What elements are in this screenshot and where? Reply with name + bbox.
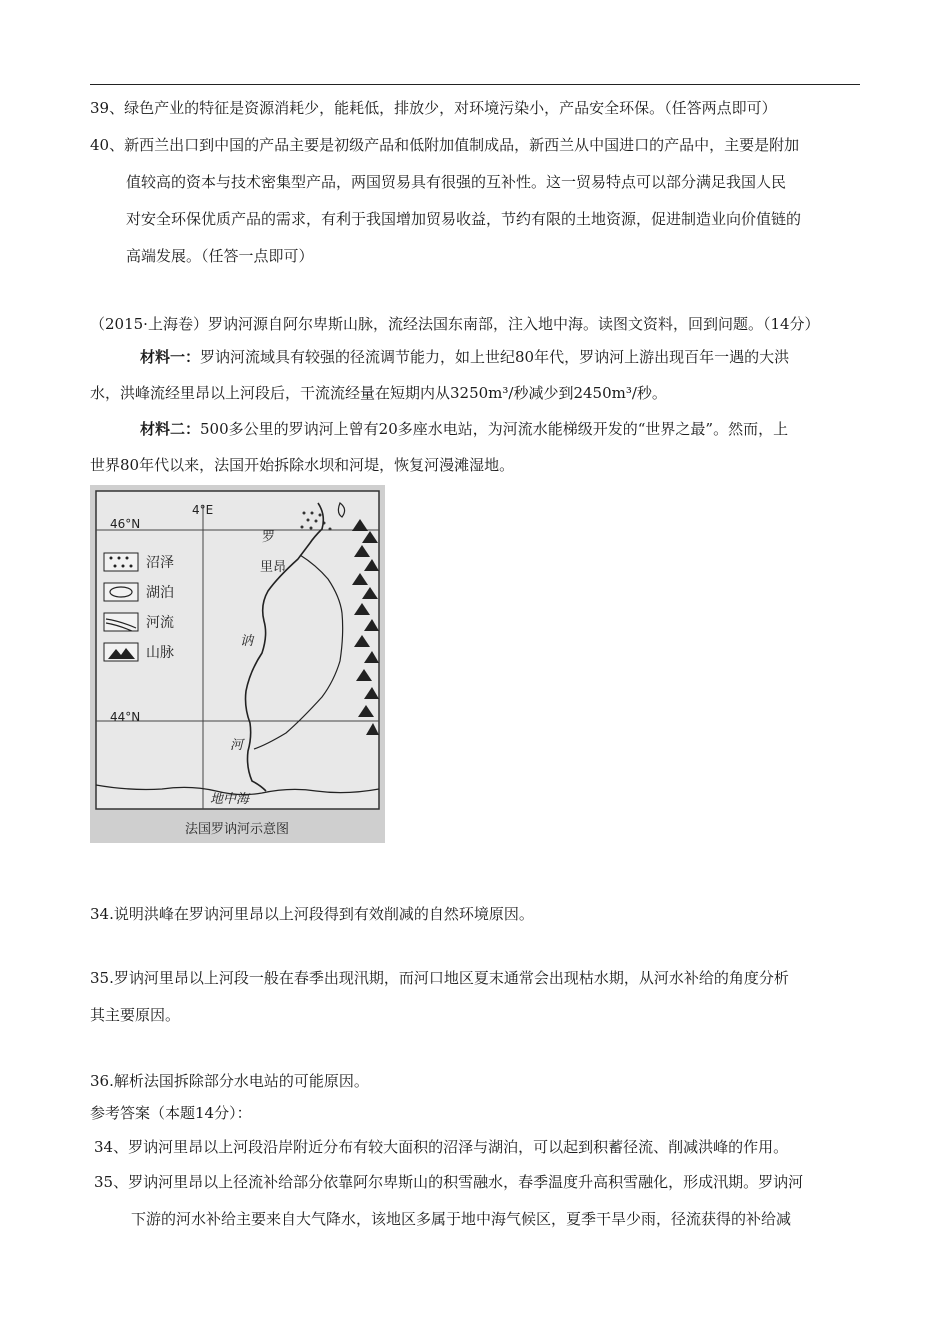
material-1-label: 材料一：: [140, 348, 201, 366]
question-35-line-1: 35.罗讷河里昂以上河段一般在春季出现汛期，而河口地区夏末通常会出现枯水期，从河水补给的角度分析: [90, 969, 789, 987]
question-intro: （2015·上海卷）罗讷河源自阿尔卑斯山脉，流经法国东南部，注入地中海。读图文资料，回到问题。（14分）: [90, 315, 820, 333]
question-35-line-2: 其主要原因。: [90, 1006, 181, 1024]
answers-heading: 参考答案（本题14分）：: [90, 1104, 252, 1122]
river-legend-icon: [104, 613, 138, 631]
question-36: 36.解析法国拆除部分水电站的可能原因。: [90, 1072, 369, 1090]
lat-label-bottom: 44°N: [110, 710, 141, 724]
material-1-line-1: [140, 347, 789, 367]
material-1-text: 罗讷河流域具有较强的径流调节能力，如上世纪80年代，罗讷河上游出现百年一遇的大洪: [200, 348, 790, 366]
answer-35-line-1: 35、罗讷河里昂以上径流补给部分依靠阿尔卑斯山的积雪融水，春季温度升高积雪融化，形成汛期。罗讷河: [94, 1173, 804, 1191]
label-ne: 讷: [240, 634, 254, 649]
answer-40-line-1: 40、新西兰出口到中国的产品主要是初级产品和低附加值制成品，新西兰从中国进口的产品中，主要是附加: [90, 136, 800, 154]
material-1-line-2: 水，洪峰流经里昂以上河段后，干流流经量在短期内从3250m³/秒减少到2450m³/秒。: [90, 384, 667, 402]
marsh-legend-icon: [104, 553, 138, 571]
lat-label-top: 46°N: [110, 517, 141, 531]
question-34: 34.说明洪峰在罗讷河里昂以上河段得到有效削减的自然环境原因。: [90, 905, 534, 923]
answer-40-line-2: 值较高的资本与技术密集型产品，两国贸易具有很强的互补性。这一贸易特点可以部分满足我国人民: [126, 173, 787, 191]
answer-40-line-3: 对安全环保优质产品的需求，有利于我国增加贸易收益，节约有限的土地资源，促进制造业向价值链的: [126, 210, 802, 228]
lake-legend-icon: [104, 583, 138, 601]
rhone-river-map: [90, 485, 385, 843]
material-2-line-1: [140, 419, 788, 439]
material-2-line-2: 世界80年代以来，法国开始拆除水坝和河堤，恢复河漫滩湿地。: [90, 456, 515, 474]
answer-35-line-2: 下游的河水补给主要来自大气降水，该地区多属于地中海气候区，夏季干旱少雨，径流获得的补给减: [131, 1210, 792, 1228]
label-he: 河: [230, 738, 244, 753]
label-mediterranean: 地中海: [210, 792, 250, 807]
lon-label: 4°E: [192, 503, 214, 517]
label-luo: 罗: [262, 530, 276, 545]
legend-lake-label: 湖泊: [146, 585, 174, 601]
answer-34: 34、罗讷河里昂以上河段沿岸附近分布有较大面积的沼泽与湖泊，可以起到积蓄径流、削减洪峰的作用。: [94, 1138, 789, 1156]
answer-39: 39、绿色产业的特征是资源消耗少，能耗低，排放少，对环境污染小，产品安全环保。（任答两点即可）: [90, 99, 777, 117]
map-caption: 法国罗讷河示意图: [184, 822, 290, 837]
legend-marsh-label: 沼泽: [146, 555, 174, 571]
material-2-text: 500多公里的罗讷河上曾有20多座水电站，为河流水能梯级开发的“世界之最”。然而，上: [200, 420, 789, 438]
answer-40-line-4: 高端发展。（任答一点即可）: [126, 247, 314, 265]
top-rule: [90, 84, 860, 85]
legend-mountain-label: 山脉: [146, 645, 174, 661]
mountain-legend-icon: [104, 643, 138, 661]
legend-river-label: 河流: [146, 615, 174, 631]
material-2-label: 材料二：: [140, 420, 201, 438]
label-lyon: 里昂: [260, 560, 287, 575]
